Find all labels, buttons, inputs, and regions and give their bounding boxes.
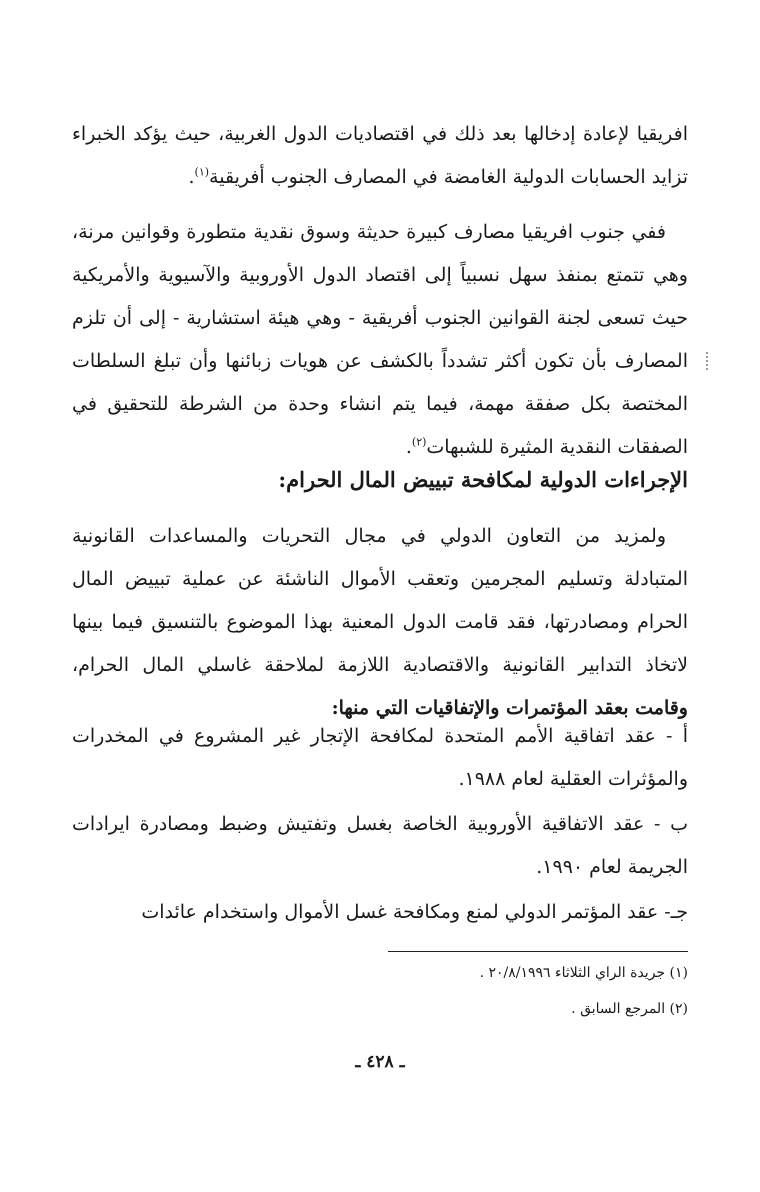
paragraph-1-end: . <box>188 166 195 188</box>
list-item-a: أ - عقد اتفاقية الأمم المتحدة لمكافحة الإتجار غير المشروع في المخدرات والمؤثرات العقلية لعام ١٩٨٨. <box>72 725 688 790</box>
footnote-ref-1: (١) <box>194 165 210 179</box>
paragraph-3-bold-tail: وقامت بعقد المؤتمرات والإتفاقيات التي منها: <box>331 697 688 719</box>
footnote-2: (٢) المرجع السابق . <box>571 1001 688 1017</box>
margin-mark <box>706 352 711 370</box>
section-heading: الإجراءات الدولية لمكافحة تبييض المال الحرام: <box>278 467 688 492</box>
list-item-c: جـ- عقد المؤتمر الدولي لمنع ومكافحة غسل الأموال واستخدام عائدات <box>141 901 688 923</box>
paragraph-3 <box>72 515 688 730</box>
paragraph-2-text: ففي جنوب افريقيا مصارف كبيرة حديثة وسوق نقدية متطورة وقوانين مرنة، وهي تتمتع بمنفذ سهل نسبياً إلى اقتصاد الدول الأوروبية والآسيوية والأمريكية حيث تسعى لجنة القوانين الجنوب أفريقية - وهي هيئة استشارية - إلى أن تلزم المصارف بأن تكون أكثر تشدداً بالكشف عن هويات زبائنها وأن تبلغ السلطات المختصة بكل صفقة مهمة، فيما يتم انشاء وحدة من الشرطة للتحقيق في الصفقات النقدية المثيرة للشبهات <box>72 221 688 458</box>
footnote-1: (١) جريدة الراي الثلاثاء ٢٠/٨/١٩٩٦ . <box>479 965 688 981</box>
paragraph-2-end: . <box>405 436 412 458</box>
footnote-divider <box>388 951 688 952</box>
paragraph-2 <box>72 211 688 469</box>
footnote-ref-2: (٢) <box>411 435 427 449</box>
list-item-b: ب - عقد الاتفاقية الأوروبية الخاصة بغسل وتفتيش وضبط ومصادرة ايرادات الجريمة لعام ١٩٩٠. <box>72 813 688 878</box>
paragraph-1 <box>72 113 688 199</box>
paragraph-3-text: ولمزيد من التعاون الدولي في مجال التحريات والمساعدات القانونية المتبادلة وتسليم المجرمين وتعقب الأموال الناشئة عن عملية تبييض المال الحرام ومصادرتها، فقد قامت الدول المعنية بهذا الموضوع بالتنسيق فيما بينها لاتخاذ التدابير القانونية والاقتصادية اللازمة لملاحقة غاسلي المال الحرام، <box>72 525 688 676</box>
paragraph-1-text: افريقيا لإعادة إدخالها بعد ذلك في اقتصاديات الدول الغربية، حيث يؤكد الخبراء تزايد الحسابات الدولية الغامضة في المصارف الجنوب أفريقية <box>72 123 688 188</box>
page-number: ـ ٤٢٨ ـ <box>355 1052 405 1072</box>
